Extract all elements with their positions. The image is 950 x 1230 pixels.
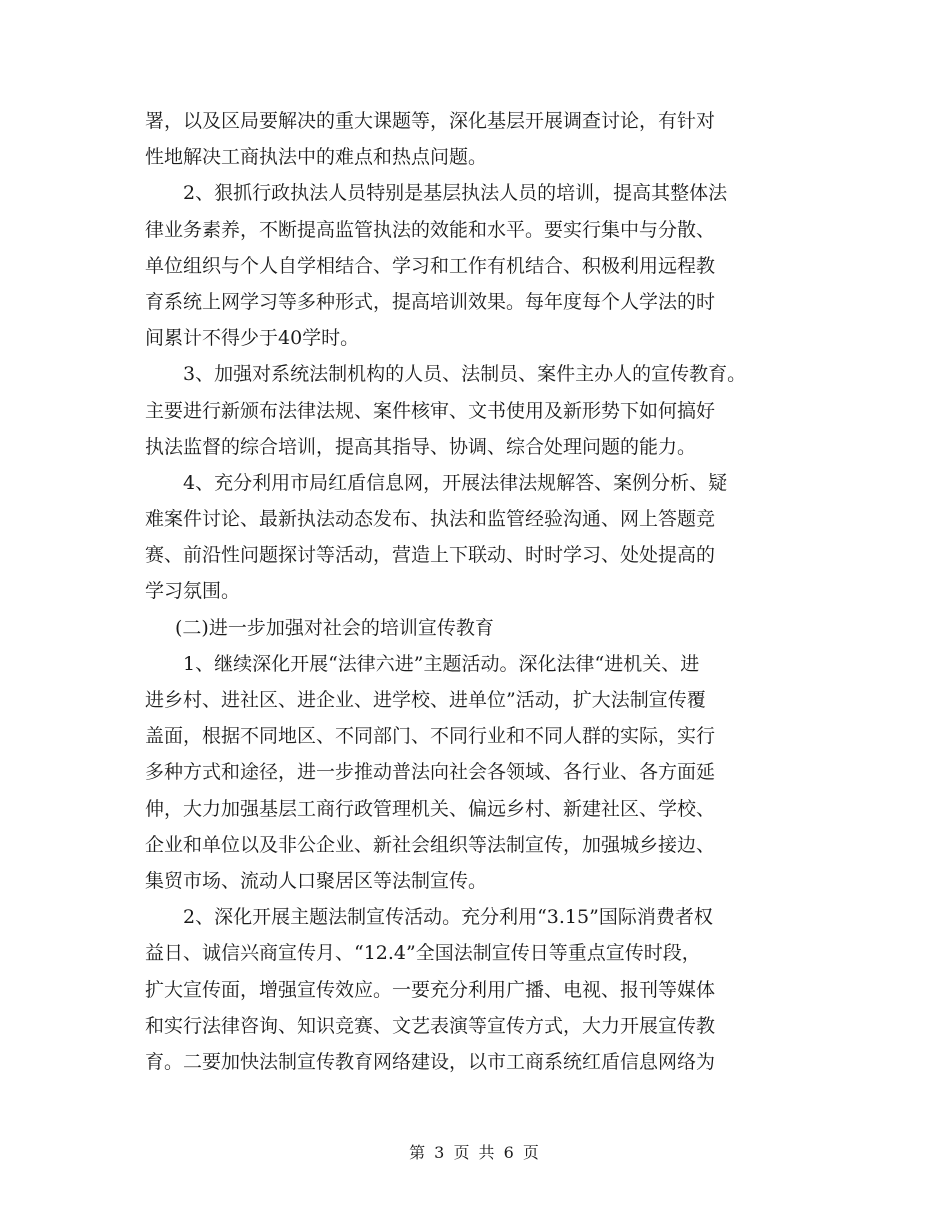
text-line-17: 进乡村、进社区、进企业、进学校、进单位”活动，扩大法制宣传覆 xyxy=(145,689,706,711)
text-line-13: 赛、前沿性问题探讨等活动，营造上下联动、时时学习、处处提高的 xyxy=(145,544,716,567)
text-line-18: 盖面，根据不同地区、不同部门、不同行业和不同人群的实际，实行 xyxy=(145,725,716,748)
document-body xyxy=(145,103,815,1080)
paragraph-4-start: 4、充分利用市局红盾信息网，开展法律法规解答、案例分析、疑 xyxy=(183,471,728,494)
text-line-4: 律业务素养，不断提高监管执法的效能和水平。要实行集中与分散、 xyxy=(145,218,716,241)
text-line-9: 主要进行新颁布法律法规、案件核审、文书使用及新形势下如何搞好 xyxy=(145,399,716,422)
paragraph-2-start: 2、狠抓行政执法人员特别是基层执法人员的培训，提高其整体法 xyxy=(183,182,728,205)
text-line-7: 间累计不得少于40学时。 xyxy=(145,327,360,350)
text-line-20: 伸，大力加强基层工商行政管理机关、偏远乡村、新建社区、学校、 xyxy=(145,797,716,820)
text-line-19: 多种方式和途径，进一步推动普法向社会各领域、各行业、各方面延 xyxy=(145,761,716,784)
paragraph-6-start: 2、深化开展主题法制宣传活动。充分利用“3.15”国际消费者权 xyxy=(183,906,713,929)
text-line-5: 单位组织与个人自学相结合、学习和工作有机结合、积极利用远程教 xyxy=(145,254,716,277)
text-line-27: 育。二要加快法制宣传教育网络建设，以市工商系统红盾信息网络为 xyxy=(145,1050,716,1073)
text-line-2: 性地解决工商执法中的难点和热点问题。 xyxy=(145,146,488,169)
text-line-14: 学习氛围。 xyxy=(145,580,241,603)
text-line-25: 扩大宣传面，增强宣传效应。一要充分利用广播、电视、报刊等媒体 xyxy=(145,978,716,1001)
text-line-12: 难案件讨论、最新执法动态发布、执法和监管经验沟通、网上答题竞 xyxy=(145,508,716,531)
text-line-6: 育系统上网学习等多种形式，提高培训效果。每年度每个人学法的时 xyxy=(145,290,716,313)
text-line-21: 企业和单位以及非公企业、新社会组织等法制宣传，加强城乡接边、 xyxy=(145,833,716,856)
section-heading: (二)进一步加强对社会的培训宣传教育 xyxy=(175,616,494,639)
text-line-10: 执法监督的综合培训，提高其指导、协调、综合处理问题的能力。 xyxy=(145,435,697,458)
text-line-24: 益日、诚信兴商宣传月、“12.4”全国法制宣传日等重点宣传时段， xyxy=(145,942,701,965)
text-line-1: 署，以及区局要解决的重大课题等，深化基层开展调查讨论，有针对 xyxy=(145,110,716,132)
text-line-22: 集贸市场、流动人口聚居区等法制宣传。 xyxy=(145,869,488,892)
text-line-26: 和实行法律咨询、知识竞赛、文艺表演等宣传方式，大力开展宣传教 xyxy=(145,1014,716,1037)
page-footer: 第 3 页 共 6 页 xyxy=(409,1143,541,1162)
paragraph-3-start: 3、加强对系统法制机构的人员、法制员、案件主办人的宣传教育。 xyxy=(183,363,747,386)
paragraph-5-start: 1、继续深化开展“法律六进”主题活动。深化法律“进机关、进 xyxy=(183,652,700,675)
